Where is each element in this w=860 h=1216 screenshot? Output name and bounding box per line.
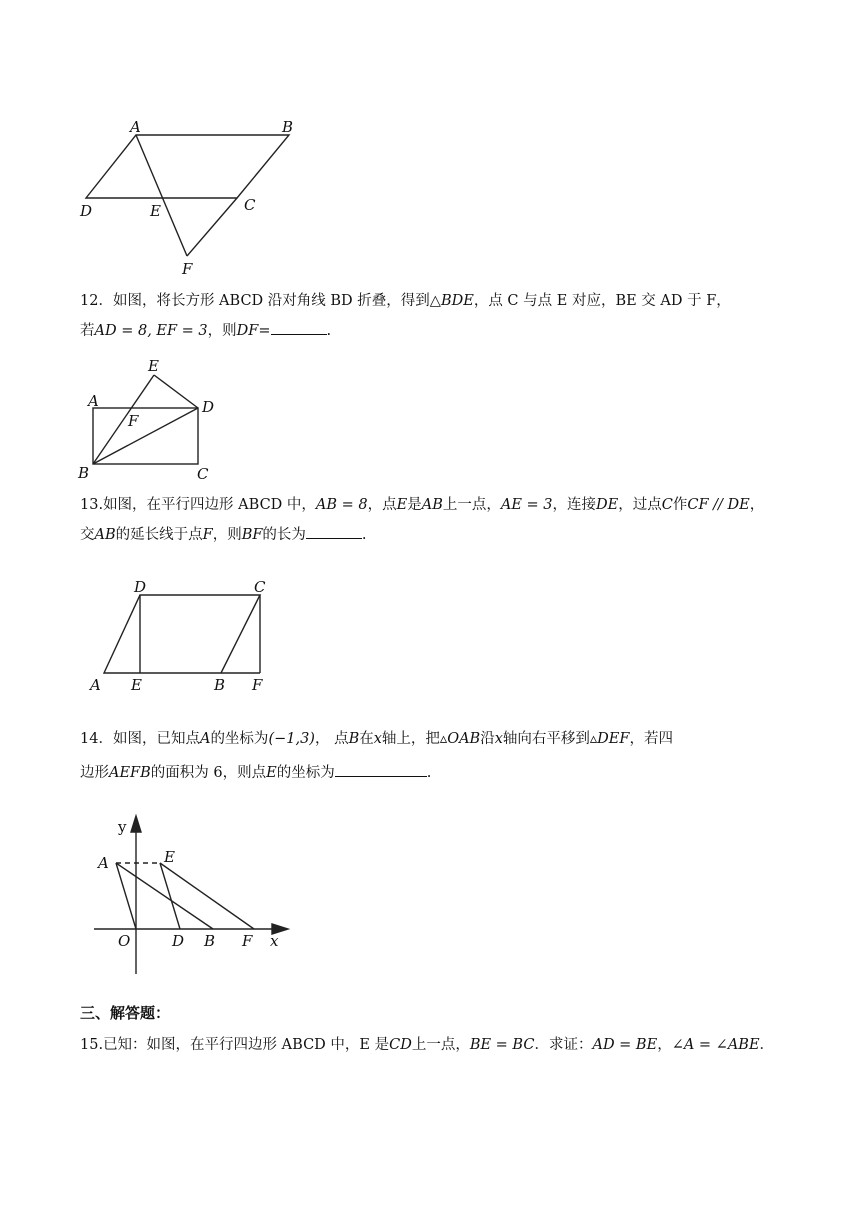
question-13 xyxy=(80,490,764,550)
question-14 xyxy=(80,722,673,790)
label-A: A xyxy=(98,854,109,872)
question-text: ， 点 xyxy=(314,731,349,747)
parallelogram-ABCD xyxy=(86,135,289,198)
question-text: 的延长线于点 xyxy=(115,527,203,543)
question-text: 沿 xyxy=(480,731,495,747)
question-text: 上一点， xyxy=(442,497,501,513)
question-12 xyxy=(80,286,731,346)
parallelogram-ABCD xyxy=(104,595,260,673)
figure-q13 xyxy=(86,574,276,696)
question-text: ，则 xyxy=(212,527,242,543)
label-C: C xyxy=(254,578,266,596)
label-D: D xyxy=(172,932,185,950)
segment-AO xyxy=(116,863,136,929)
math-de: DE xyxy=(596,497,619,513)
label-E: E xyxy=(148,357,159,375)
math-ask: DF= xyxy=(236,323,271,339)
question-text: 交 xyxy=(80,527,95,543)
math-ab-8: AB = 8 xyxy=(315,497,368,513)
question-text: ，若四 xyxy=(629,731,673,747)
question-text: 的长为 xyxy=(262,527,306,543)
segment-AF xyxy=(136,135,187,256)
question-14-line-1 xyxy=(80,722,673,756)
math-be-bc: BE = BC xyxy=(469,1037,535,1053)
question-number: 12． xyxy=(80,293,113,309)
segment-EF xyxy=(160,863,254,929)
label-E: E xyxy=(150,202,161,220)
label-D: D xyxy=(134,578,147,596)
math-quad-aefb: AEFB xyxy=(109,765,151,781)
math-x: x xyxy=(373,731,382,747)
figure-q11 xyxy=(70,112,310,282)
label-F: F xyxy=(128,412,139,430)
math-bf: BF xyxy=(241,527,263,543)
label-O: O xyxy=(118,932,131,950)
label-A: A xyxy=(90,676,101,694)
math-ad-be: AD = BE xyxy=(592,1037,658,1053)
question-text: 的面积为 6，则点 xyxy=(150,765,267,781)
math-b: B xyxy=(348,731,360,747)
question-text: 的坐标为 xyxy=(210,731,269,747)
diagonal-BD xyxy=(93,408,198,464)
question-text: ．求证： xyxy=(534,1037,593,1053)
question-text: 是 xyxy=(407,497,422,513)
answer-blank[interactable] xyxy=(306,522,362,539)
label-A: A xyxy=(130,118,141,136)
math-cd: CD xyxy=(389,1037,412,1053)
math-ae-3: AE = 3 xyxy=(500,497,553,513)
question-text: ． xyxy=(759,1037,775,1053)
math-f: F xyxy=(202,527,213,543)
math-x: x xyxy=(494,731,503,747)
segment-BE xyxy=(93,375,154,464)
question-text: 在 xyxy=(359,731,374,747)
question-text: 如图，已知点 xyxy=(112,731,200,747)
math-e: E xyxy=(266,765,277,781)
question-number: 14． xyxy=(80,731,113,747)
section-heading: 三、解答题： xyxy=(80,1004,171,1022)
answer-blank[interactable] xyxy=(335,760,427,777)
label-B: B xyxy=(204,932,216,950)
question-text: ， xyxy=(657,1037,672,1053)
question-text: 若 xyxy=(80,323,95,339)
question-text: ，过点 xyxy=(618,497,662,513)
question-text: ，则 xyxy=(207,323,237,339)
question-text: 上一点， xyxy=(411,1037,470,1053)
question-12-line-1 xyxy=(80,286,731,316)
label-B: B xyxy=(78,464,90,482)
math-ab: AB xyxy=(94,527,116,543)
math-condition: AD = 8, EF = 3 xyxy=(94,323,208,339)
math-c: C xyxy=(661,497,673,513)
question-text: . xyxy=(326,323,332,339)
math-parallel: CF // DE xyxy=(687,497,750,513)
label-E: E xyxy=(164,848,175,866)
y-axis-arrow xyxy=(131,816,141,832)
label-y: y xyxy=(118,818,127,836)
label-C: C xyxy=(197,465,209,483)
math-coordinate: (−1,3) xyxy=(268,731,315,747)
question-text: . xyxy=(361,527,367,543)
math-triangle-def: ▵DEF xyxy=(589,731,630,747)
question-text: ，连接 xyxy=(552,497,597,513)
question-text: . xyxy=(426,765,432,781)
label-F: F xyxy=(242,932,253,950)
math-triangle-bde: △BDE xyxy=(429,293,474,309)
math-ab: AB xyxy=(421,497,443,513)
question-text: 的坐标为 xyxy=(276,765,335,781)
question-number: 13. xyxy=(80,497,104,513)
math-angle: ∠A = ∠ABE xyxy=(671,1037,760,1053)
answer-blank[interactable] xyxy=(271,318,327,335)
label-C: C xyxy=(244,196,256,214)
segment-FC xyxy=(187,198,237,256)
question-12-line-2 xyxy=(80,316,731,346)
label-F: F xyxy=(182,260,193,278)
segment-ED xyxy=(160,863,180,929)
question-text: ，点 C 与点 E 对应，BE 交 AD 于 F， xyxy=(473,293,731,309)
question-text: 边形 xyxy=(80,765,109,781)
question-15 xyxy=(80,1030,774,1060)
question-text: 轴上，把 xyxy=(381,731,440,747)
question-text: 如图，在平行四边形 ABCD 中， xyxy=(103,497,316,513)
question-number: 15. xyxy=(80,1037,104,1053)
figure-q14 xyxy=(84,812,304,984)
label-B: B xyxy=(214,676,226,694)
question-text: 如图，将长方形 ABCD 沿对角线 BD 折叠，得到 xyxy=(112,293,430,309)
math-a: A xyxy=(199,731,211,747)
segment-AB xyxy=(116,863,213,929)
question-text: ， xyxy=(749,497,765,513)
question-13-line-2 xyxy=(80,520,764,550)
question-text: 轴向右平移到 xyxy=(502,731,590,747)
question-text: ，点 xyxy=(367,497,397,513)
label-B: B xyxy=(282,118,294,136)
label-A: A xyxy=(88,392,99,410)
label-D: D xyxy=(202,398,215,416)
figure-q12 xyxy=(72,352,232,484)
label-D: D xyxy=(80,202,93,220)
label-F: F xyxy=(252,676,263,694)
label-x: x xyxy=(270,932,279,950)
question-text: 已知：如图，在平行四边形 ABCD 中，E 是 xyxy=(103,1037,390,1053)
math-triangle-oab: ▵OAB xyxy=(439,731,481,747)
label-E: E xyxy=(131,676,142,694)
math-e: E xyxy=(396,497,408,513)
question-13-line-1 xyxy=(80,490,764,520)
segment-ED xyxy=(154,375,198,408)
question-text: 作 xyxy=(672,497,688,513)
question-14-line-2 xyxy=(80,756,673,790)
